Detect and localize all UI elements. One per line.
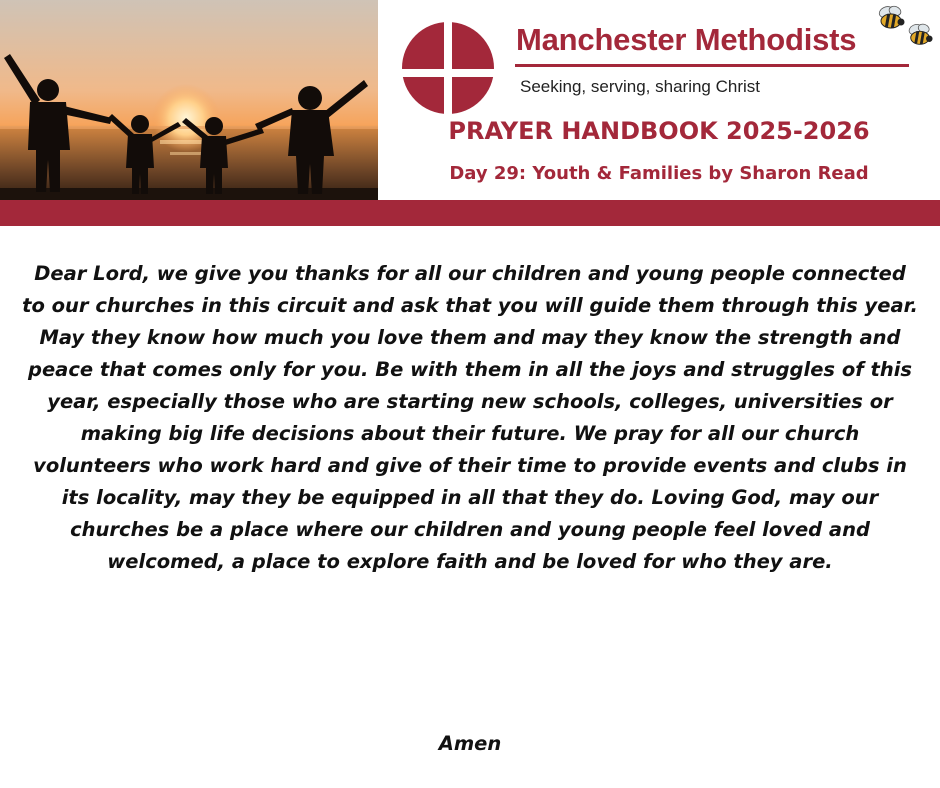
day-title: Day 29: Youth & Families by Sharon Read: [449, 163, 869, 184]
prayer-closing: Amen: [438, 732, 502, 755]
org-name-underline: [515, 64, 909, 67]
org-name: Manchester Methodists: [516, 22, 857, 57]
bee-icon: [906, 22, 934, 48]
header-panel: [378, 0, 940, 202]
bee-icon: [876, 4, 906, 32]
family-sunset-photo: [0, 0, 378, 202]
header-divider-band: [0, 200, 940, 226]
sunset-scene: [0, 0, 378, 202]
methodist-cross-logo-icon: [402, 22, 494, 114]
handbook-title: PRAYER HANDBOOK 2025-2026: [448, 117, 870, 145]
prayer-text: Dear Lord, we give you thanks for all our children and young people connected to our churches in this circuit and ask that you will guide them through this year. May they know how much you love them and may they know the strength and peace that comes only for you. Be with them in all the joys and struggles of this year, especially those who are starting new schools, colleges, universities or making big life decisions about their future. We pray for all our church volunteers who work hard and give of their time to provide events and clubs in its locality, may they be equipped in all that they do. Loving God, may our churches be a place where our children and young people feel loved and welcomed, a place to explore faith and be loved for who they are.: [22, 262, 918, 573]
tagline: Seeking, serving, sharing Christ: [520, 77, 761, 96]
